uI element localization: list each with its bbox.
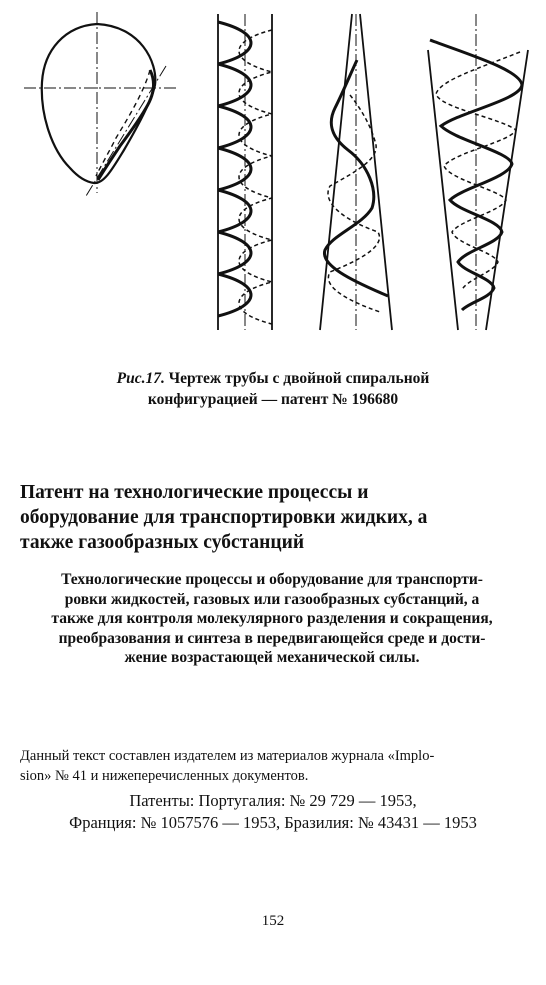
subtitle-line: жение возрастающей механической силы.: [124, 649, 420, 666]
figure-caption: [0, 368, 546, 410]
subtitle-line: также для контроля молекулярного разделения и сокращения,: [51, 610, 493, 627]
patent-line: Патенты: Португалия: № 29 729 — 1953,: [129, 791, 417, 810]
subtitle-line: ровки жидкостей, газовых или газообразных субстанций, а: [64, 590, 480, 608]
section-title: [20, 480, 525, 555]
patent-line: Франция: № 1057576 — 1953, Бразилия: № 43431 — 1953: [69, 813, 477, 832]
figure-label: Рис.17.: [116, 370, 165, 387]
pipe-cross-section: [24, 12, 178, 196]
patent-drawing: [0, 0, 546, 340]
subtitle-line: преобразования и синтеза в передвигающейся среде и дости-: [58, 629, 486, 647]
source-note: [20, 746, 532, 786]
note-line: Данный текст составлен издателем из материалов журнала «Implo-: [20, 748, 435, 764]
title-line: Патент на технологические процессы и: [20, 482, 369, 503]
caption-line: Чертеж трубы с двойной спиральной: [168, 370, 430, 387]
double-spiral-pipe-drawing: [0, 0, 546, 340]
subtitle-line: Технологические процессы и оборудование для транспорти-: [61, 571, 483, 588]
tapered-pipe-wide-top: [428, 14, 528, 330]
patent-list: [0, 790, 546, 834]
tapered-pipe-narrow-top: [320, 14, 392, 330]
page-number: 152: [261, 913, 285, 929]
straight-pipe: [218, 14, 272, 330]
title-line: оборудование для транспортировки жидких, а: [20, 507, 428, 528]
note-line: sion» № 41 и нижеперечисленных документов.: [20, 768, 309, 784]
title-line: также газообразных субстанций: [20, 532, 305, 553]
section-subtitle: [14, 570, 530, 668]
caption-line: конфигурацией — патент № 196680: [147, 391, 399, 408]
